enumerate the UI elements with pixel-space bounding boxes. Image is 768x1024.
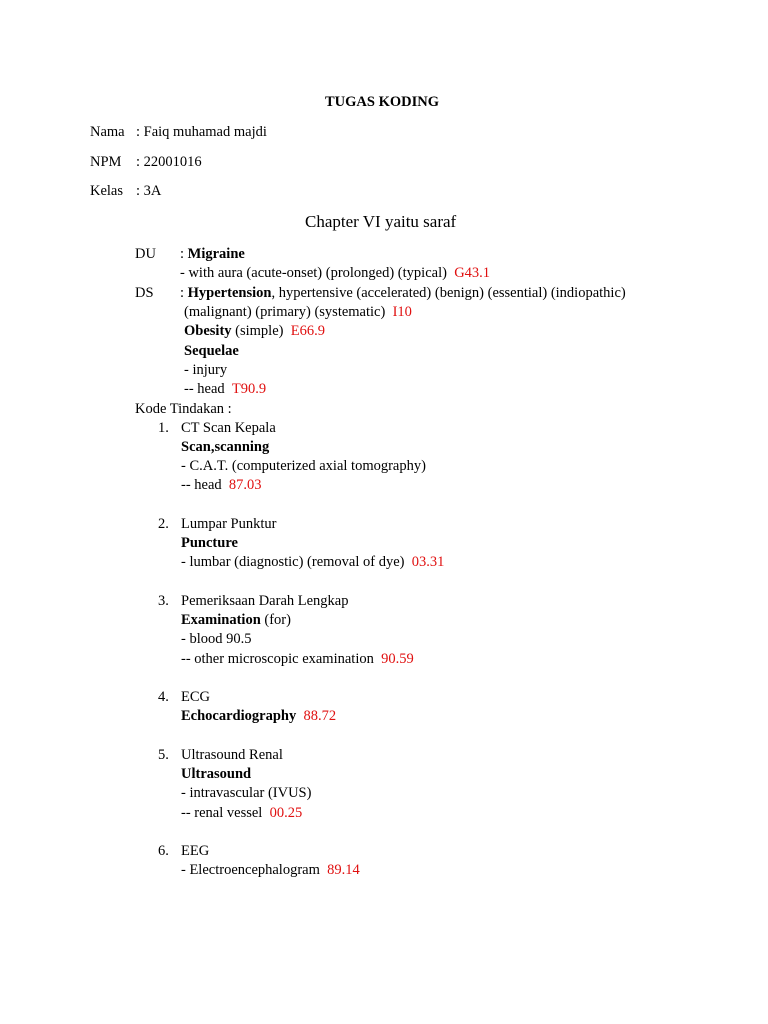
ds-line3: Obesity (simple) E66.9 <box>184 323 325 339</box>
proc-4-term: Echocardiography <box>181 708 297 724</box>
proc-5-name: Ultrasound Renal <box>181 747 283 763</box>
ds-term2: Obesity <box>184 323 232 339</box>
proc-3-code: 90.59 <box>381 651 414 667</box>
proc-1-line1: - C.A.T. (computerized axial tomography) <box>181 458 426 474</box>
ds-head: -- head T90.9 <box>184 381 267 397</box>
du-line2: - with aura (acute-onset) (prolonged) (typical) G43.1 <box>180 265 491 281</box>
ds-term3: Sequelae <box>184 343 239 359</box>
nama-value: : Faiq muhamad majdi <box>136 124 267 140</box>
du-line1: : Migraine <box>180 246 245 262</box>
proc-4-name: ECG <box>181 689 210 705</box>
proc-4-term-line <box>181 707 336 726</box>
proc-3-name: Pemeriksaan Darah Lengkap <box>181 593 349 609</box>
tindakan-label: Kode Tindakan : <box>135 401 232 417</box>
du-label: DU <box>135 246 156 262</box>
ds-label: DS <box>135 285 154 301</box>
ds-line1: : Hypertension, hypertensive (accelerated) (benign) (essential) (indiopathic) <box>180 285 626 301</box>
kelas-value: : 3A <box>136 183 162 199</box>
ds-code3: T90.9 <box>231 381 267 397</box>
proc-3-number: 3. <box>158 593 169 609</box>
ds-term: Hypertension <box>187 285 272 301</box>
proc-6-line1: - Electroencephalogram 89.14 <box>181 862 360 878</box>
proc-6-code: 89.14 <box>327 862 360 878</box>
ds-code2: E66.9 <box>290 323 325 339</box>
du-term: Migraine <box>187 246 245 262</box>
proc-3-term: Examination <box>181 612 261 628</box>
chapter-heading: Chapter VI yaitu saraf <box>305 212 457 231</box>
proc-1-name: CT Scan Kepala <box>181 420 276 436</box>
proc-5-line2: -- renal vessel 00.25 <box>181 805 303 821</box>
proc-5-number: 5. <box>158 747 169 763</box>
proc-5-code: 00.25 <box>269 805 303 821</box>
ds-code1: I10 <box>392 304 412 320</box>
ds-line2: (malignant) (primary) (systematic) I10 <box>184 304 412 320</box>
proc-2-line1: - lumbar (diagnostic) (removal of dye) 03.31 <box>181 554 445 570</box>
proc-1-term: Scan,scanning <box>181 439 270 455</box>
document-title: TUGAS KODING <box>325 94 440 110</box>
proc-1-line2: -- head 87.03 <box>181 477 262 493</box>
du-code: G43.1 <box>454 265 491 281</box>
proc-3-line1: - blood 90.5 <box>181 631 252 647</box>
kelas-label: Kelas <box>90 183 124 199</box>
proc-2-code: 03.31 <box>411 554 445 570</box>
ds-injury: - injury <box>184 362 228 378</box>
proc-2-number: 2. <box>158 516 169 532</box>
proc-6-name: EEG <box>181 843 210 859</box>
proc-3-line2: -- other microscopic examination 90.59 <box>181 651 414 667</box>
proc-1-code: 87.03 <box>228 477 262 493</box>
proc-4-number: 4. <box>158 689 169 705</box>
proc-5-line1: - intravascular (IVUS) <box>181 785 312 801</box>
nama-label: Nama <box>90 124 125 140</box>
proc-1-number: 1. <box>158 420 169 436</box>
proc-4-code: 88.72 <box>303 708 337 724</box>
npm-label: NPM <box>90 154 122 170</box>
proc-5-term: Ultrasound <box>181 766 252 782</box>
proc-3-term-line: Examination (for) <box>181 612 291 628</box>
proc-2-name: Lumpar Punktur <box>181 516 277 532</box>
npm-value: : 22001016 <box>136 154 202 170</box>
proc-6-number: 6. <box>158 843 169 859</box>
proc-2-term: Puncture <box>181 535 238 551</box>
